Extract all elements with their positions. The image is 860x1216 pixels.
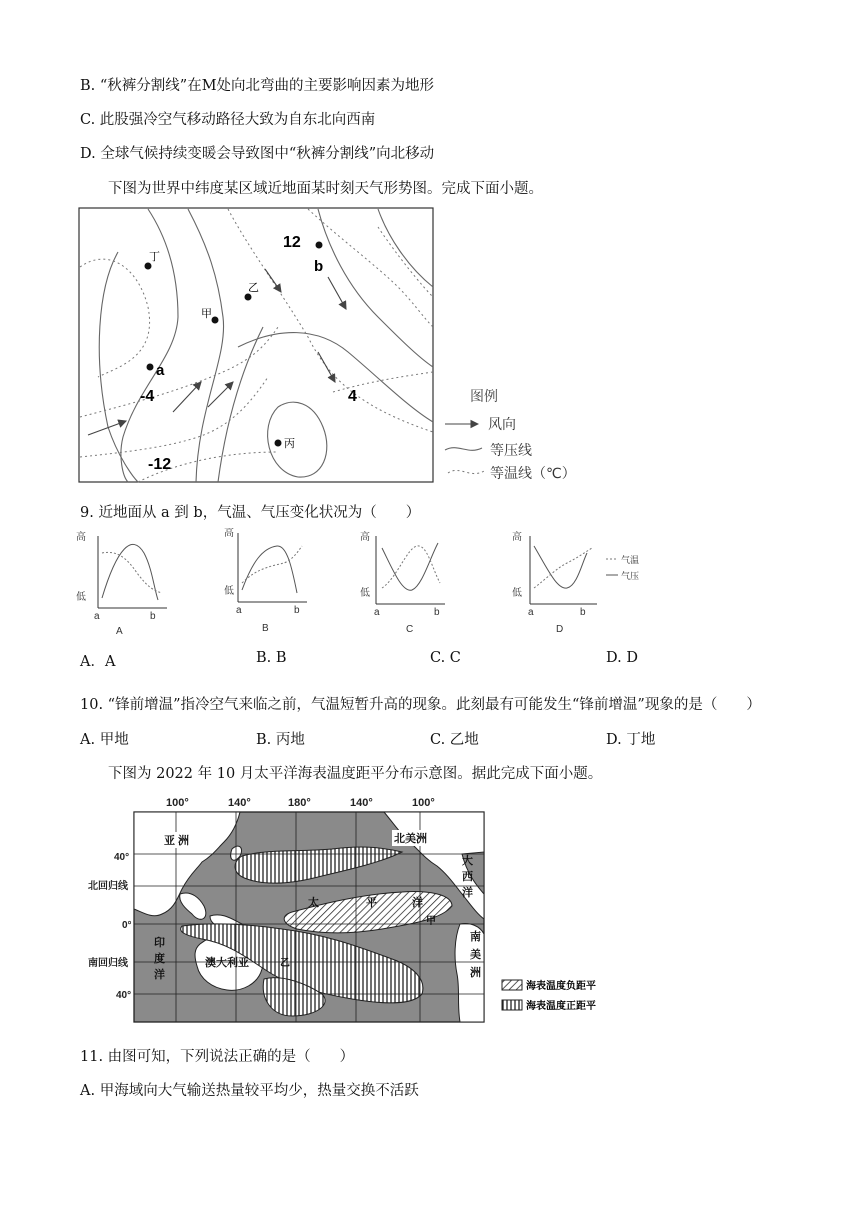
legend-title: 图例: [470, 389, 498, 405]
label-pacific-2: 平: [366, 897, 377, 909]
graph-a-high: 高: [76, 532, 86, 543]
point-a: [147, 364, 154, 371]
graph-d: [512, 530, 639, 635]
graph-b-high: 高: [224, 528, 234, 539]
graph-b-label: B: [262, 623, 269, 634]
graph-a-a: a: [94, 611, 100, 622]
point-b: [316, 242, 323, 249]
q9-graphs: [72, 528, 662, 638]
graph-d-b: b: [580, 607, 586, 618]
point-bing-label: 丙: [284, 437, 295, 450]
point-ding-label: 丁: [149, 250, 160, 263]
point-yi: [245, 294, 252, 301]
q9-stem: 9. 近地面从 a 到 b，气温、气压变化状况为（ ）: [80, 505, 421, 521]
graph-a: [76, 530, 167, 637]
lat-tropic-cancer: 北回归线: [88, 881, 128, 892]
graph-c-high: 高: [360, 532, 370, 543]
graph-c-a: a: [374, 607, 380, 618]
option-c-text: C. 此股强冷空气移动路径大致为自东北向西南: [80, 112, 376, 128]
q9-option-b[interactable]: B. B: [256, 650, 287, 666]
legend-negative-swatch: [502, 980, 522, 990]
graph-b-a: a: [236, 605, 242, 616]
pacific-map: [82, 794, 622, 1026]
label-yi: 乙: [280, 958, 290, 969]
lon-100e: 100°: [412, 797, 435, 809]
lat-tropic-capricorn: 南回归线: [88, 958, 128, 969]
isobar-label-4: 4: [348, 388, 357, 405]
map-frame: [79, 208, 433, 482]
label-atlantic-2: 西: [462, 871, 473, 883]
label-pacific-1: 太: [308, 897, 319, 909]
point-b-label: b: [314, 258, 324, 275]
label-south-america-2: 美: [470, 949, 481, 961]
graph-b-low: 低: [224, 586, 234, 597]
q11-stem: 11. 由图可知，下列说法正确的是（ ）: [80, 1049, 355, 1065]
q9-option-d[interactable]: D. D: [606, 650, 638, 666]
graph-a-b: b: [150, 611, 156, 622]
weather-map: [78, 207, 598, 487]
graph-d-high: 高: [512, 532, 522, 543]
legend-positive-swatch: [502, 1000, 522, 1010]
legend-negative: 海表温度负距平: [526, 981, 596, 992]
label-atlantic-3: 洋: [462, 887, 473, 899]
graph-d-low: 低: [512, 588, 522, 599]
q11-option-a[interactable]: A. 甲海域向大气输送热量较平均少，热量交换不活跃: [80, 1083, 419, 1099]
label-north-america: 北美洲: [394, 833, 427, 845]
label-indian-3: 洋: [154, 969, 165, 981]
legend-isotherm: 等温线（℃）: [490, 466, 576, 482]
q10-option-d[interactable]: D. 丁地: [606, 732, 656, 748]
lon-180: 180°: [288, 797, 311, 809]
lon-140w: 140°: [350, 797, 373, 809]
point-bing: [275, 440, 282, 447]
isobar-label-neg12: -12: [148, 456, 172, 473]
lat-40s: 40°: [116, 990, 132, 1001]
q9-option-c[interactable]: C. C: [430, 650, 461, 666]
legend-positive: 海表温度正距平: [526, 1001, 596, 1012]
graph-c-b: b: [434, 607, 440, 618]
label-pacific-3: 洋: [412, 897, 423, 909]
isobar-label-neg4: -4: [140, 388, 155, 405]
label-jia: 甲: [426, 916, 436, 927]
graph-a-label: A: [116, 626, 123, 637]
legend-isobar-symbol: [445, 448, 482, 451]
lon-100w: 100°: [166, 797, 189, 809]
q10-option-c[interactable]: C. 乙地: [430, 732, 479, 748]
graph-b: [224, 528, 307, 634]
graph-d-a: a: [528, 607, 534, 618]
graph-a-low: 低: [76, 592, 86, 603]
isobar-label-12: 12: [283, 234, 301, 251]
label-australia: 澳大利亚: [205, 957, 249, 969]
lat-equator: 0°: [122, 920, 132, 931]
legend-isotherm-symbol: [448, 470, 484, 473]
label-indian-1: 印: [154, 937, 165, 949]
point-jia-label: 甲: [201, 307, 212, 320]
graph-d-label: D: [556, 624, 564, 635]
graph-c-label: C: [406, 624, 414, 635]
q10-option-a[interactable]: A. 甲地: [80, 732, 129, 748]
graph-legend-pressure: 气压: [621, 571, 640, 581]
legend-wind: 风向: [488, 417, 516, 433]
option-d-text: D. 全球气候持续变暖会导致图中“秋裤分割线”向北移动: [80, 146, 435, 162]
label-south-america-1: 南: [470, 931, 481, 943]
pacific-intro: 下图为 2022 年 10 月太平洋海表温度距平分布示意图。据此完成下面小题。: [108, 766, 603, 782]
graph-c-low: 低: [360, 588, 370, 599]
graph-b-b: b: [294, 605, 300, 616]
q9-option-a[interactable]: A．A: [80, 654, 116, 670]
q10-stem: 10. “锋前增温”指冷空气来临之前，气温短暂升高的现象。此刻最有可能发生“锋前增温”现象的是（ ）: [80, 697, 761, 713]
point-jia: [212, 317, 219, 324]
label-atlantic-1: 大: [462, 855, 473, 867]
graph-legend-temp: 气温: [621, 555, 640, 565]
weather-intro: 下图为世界中纬度某区域近地面某时刻天气形势图。完成下面小题。: [108, 181, 543, 197]
label-south-america-3: 洲: [470, 967, 481, 979]
lat-40n: 40°: [114, 852, 130, 863]
option-b-text: B. “秋裤分割线”在M处向北弯曲的主要影响因素为地形: [80, 78, 435, 94]
label-indian-2: 度: [154, 953, 165, 965]
label-asia: 亚 洲: [164, 835, 190, 847]
point-a-label: a: [156, 362, 165, 379]
point-yi-label: 乙: [248, 281, 259, 294]
graph-c: [360, 530, 445, 635]
lon-140e: 140°: [228, 797, 251, 809]
legend-isobar: 等压线: [490, 443, 532, 459]
point-ding: [145, 263, 152, 270]
q10-option-b[interactable]: B. 丙地: [256, 732, 305, 748]
